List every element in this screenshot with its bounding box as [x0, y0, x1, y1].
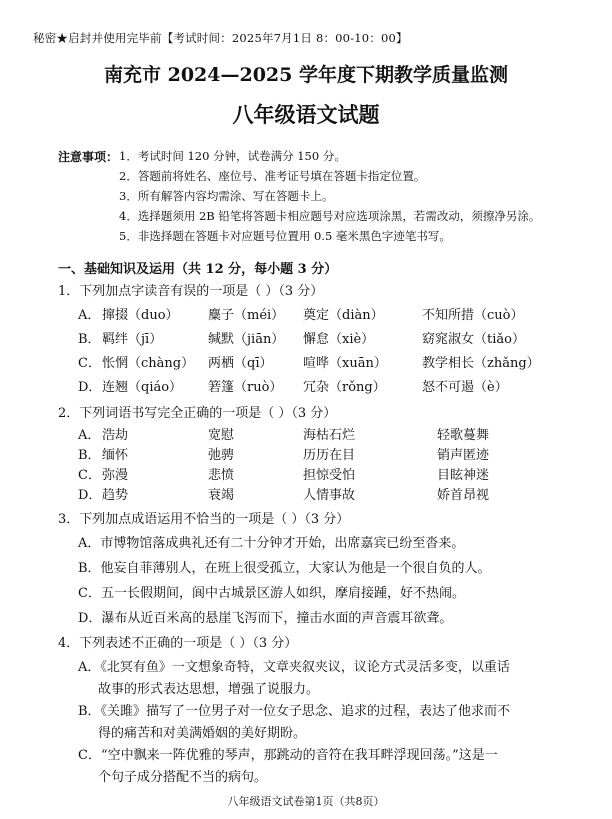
notice-item: 4．选择题须用 2B 铅笔将答题卡相应题号对应选项涂黑，若需改动，须擦净另涂。	[119, 209, 541, 223]
option-cell: 缅怀	[102, 448, 129, 463]
q4-option-b-line2: 得的痛苦和对美满婚姻的美好期盼。	[98, 726, 307, 741]
option-cell: 弥漫	[102, 468, 129, 483]
option-letter: D．	[78, 488, 102, 503]
option-cell: 销声匿迹	[437, 448, 490, 463]
option-cell: 羁绊（jī）	[102, 332, 163, 347]
exam-title: 南充市 2024—2025 学年度下期教学质量监测	[104, 64, 508, 86]
option-cell: 宽慰	[208, 428, 235, 443]
q3-option-a: A．市博物馆落成典礼还有二十分钟才开始，出席嘉宾已纷至沓来。	[78, 536, 465, 551]
q4-option-a-line2: 故事的形式表达思想，增强了说服力。	[98, 682, 320, 697]
option-cell: 悲愤	[208, 468, 235, 483]
question-4-stem: 4．下列表述不正确的一项是（ ）（3 分）	[58, 636, 298, 651]
notice-item: 3．所有解答内容均需涂、写在答题卡上。	[119, 189, 334, 203]
option-cell: 麋子（méi）	[208, 308, 285, 323]
q4-option-b-line1: B．《关雎》描写了一位男子对一位女子思念、追求的过程，表达了他求而不	[78, 704, 511, 719]
option-cell: 目眩神迷	[437, 468, 490, 483]
q4-option-c-line2: 个句子成分搭配不当的病句。	[98, 770, 268, 785]
page-footer: 八年级语文试卷第1页（共8页）	[227, 795, 385, 808]
option-cell: 人情事故	[303, 488, 356, 503]
option-letter: D．	[78, 380, 102, 395]
q3-option-d: D．瀑布从近百米高的悬崖飞泻而下，撞击水面的声音震耳欲聋。	[78, 611, 453, 626]
option-cell: 衰竭	[208, 488, 235, 503]
option-cell: 娇首昂视	[437, 488, 490, 503]
exam-subtitle: 八年级语文试题	[232, 102, 380, 127]
option-cell: 撺掇（duo）	[102, 308, 179, 323]
q3-option-c: C．五一长假期间，阆中古城景区游人如织，摩肩接踵，好不热闹。	[78, 586, 465, 601]
exam-time-note: 秘密★启封并使用完毕前【考试时间：2025年7月1日 8：00-10：00】	[33, 31, 408, 45]
option-letter: A．	[78, 428, 101, 443]
option-cell: 喧哗（xuān）	[303, 356, 387, 371]
option-letter: B．	[78, 448, 101, 463]
option-cell: 趋势	[102, 488, 129, 503]
section-heading: 一、基础知识及运用（共 12 分，每小题 3 分）	[58, 262, 338, 277]
option-cell: 窈窕淑女（tiǎo）	[422, 332, 525, 347]
question-2-stem: 2．下列词语书写完全正确的一项是（ ）（3 分）	[58, 406, 337, 421]
notice-label: 注意事项：	[58, 150, 119, 164]
option-cell: 历历在目	[303, 448, 356, 463]
option-cell: 教学相长（zhǎng）	[422, 356, 540, 371]
option-cell: 轻歌蔓舞	[437, 428, 490, 443]
option-cell: 弛骋	[208, 448, 235, 463]
option-cell: 连翘（qiáo）	[102, 380, 183, 395]
option-cell: 箬篷（ruò）	[208, 380, 283, 395]
option-cell: 怒不可遏（è）	[422, 380, 508, 395]
option-cell: 怅惘（chàng）	[102, 356, 195, 371]
notice-item: 1．考试时间 120 分钟，试卷满分 150 分。	[119, 149, 346, 163]
option-cell: 冗杂（rǒng）	[303, 380, 386, 395]
notice-item: 2．答题前将姓名、座位号、准考证号填在答题卡指定位置。	[119, 169, 426, 183]
option-cell: 浩劫	[102, 428, 129, 443]
question-1-stem: 1．下列加点字读音有误的一项是（ ）（3 分）	[58, 284, 324, 299]
option-cell: 不知所措（cuò）	[422, 308, 524, 323]
option-letter: C．	[78, 468, 101, 483]
question-3-stem: 3．下列加点成语运用不恰当的一项是（ ）（3 分）	[58, 512, 350, 527]
option-cell: 两栖（qī）	[208, 356, 273, 371]
option-letter: B．	[78, 332, 101, 347]
option-cell: 海枯石烂	[303, 428, 356, 443]
q3-option-b: B．他妄自菲薄别人，在班上很受孤立，大家认为他是一个很自负的人。	[78, 561, 491, 576]
option-cell: 缄默（jiān）	[208, 332, 285, 347]
option-cell: 懈怠（xiè）	[303, 332, 375, 347]
q4-option-a-line1: A．《北冥有鱼》一文想象奇特，文章夹叙夹议，议论方式灵活多变，以重话	[78, 660, 510, 675]
option-letter: A．	[78, 308, 101, 323]
notice-item: 5．非选择题在答题卡对应题号位置用 0.5 毫米黑色字迹笔书写。	[119, 229, 451, 243]
q4-option-c-line1: C．“空中飘来一阵优雅的琴声，那跳动的音符在我耳畔浮现回荡。”这是一	[78, 748, 498, 763]
option-cell: 担惊受怕	[303, 468, 356, 483]
option-letter: C．	[78, 356, 101, 371]
option-cell: 奠定（diàn）	[303, 308, 384, 323]
